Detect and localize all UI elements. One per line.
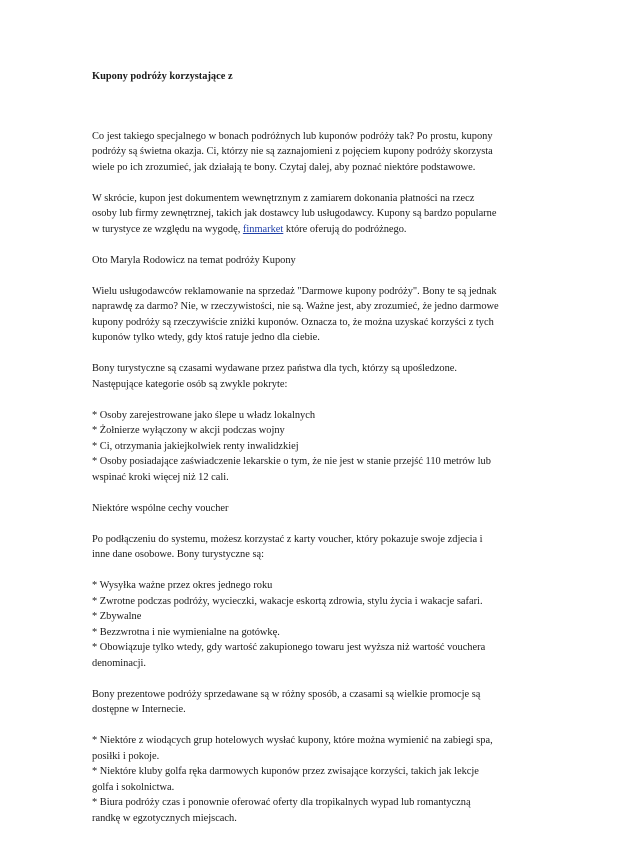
text-line: Wielu usługodawców reklamowanie na sprzedaż "Darmowe kupony podróży". Bony te są jednak [92,285,497,297]
text-line: Bony prezentowe podróży sprzedawane są w różny sposób, a czasami są wielkie promocje są [92,688,481,700]
text-line: Po podłączeniu do systemu, możesz korzystać z karty voucher, który pokazuje swoje zdjecia i [92,533,483,545]
list-item-continuation: posiłki i pokoje. [92,750,160,762]
text-line: kuponów tylko wtedy, gdy ktoś ratuje jedno dla ciebie. [92,332,320,343]
list-item: * Biura podróży czas i ponownie oferować oferty dla tropikalnych wypad lub romantyczną [92,797,471,808]
text-line: podróży są świetna okazja. Ci, którzy nie są zaznajomieni z pojęciem kupony podróży skorzysta [92,146,493,157]
paragraph-gift-vouchers [92,687,550,718]
text-line-with-link [92,222,550,238]
text-line: inne dane osobowe. Bony turystyczne są: [92,549,264,560]
text-line: wiele po ich zrozumieć, jak działają te bony. Czytaj dalej, aby poznać niektóre podstawowe. [92,161,476,173]
finmarket-link[interactable]: finmarket [242,223,284,235]
paragraph-heading-features: Niektóre wspólne cechy voucher [92,502,229,514]
paragraph-definition [92,191,550,238]
paragraph-free-coupons [92,284,550,346]
list-item: * Zbywalne [92,611,142,622]
paragraph-intro [92,129,550,176]
list-eligible-categories [92,408,550,486]
paragraph-state-vouchers [92,361,550,392]
list-item: * Osoby zarejestrowane jako ślepe u władz lokalnych [92,409,316,421]
text-line: Następujące kategorie osób są zwykle pokryte: [92,378,288,390]
paragraph-heading-rodowicz: Oto Maryla Rodowicz na temat podróży Kupony [92,254,296,266]
list-item: * Zwrotne podczas podróży, wycieczki, wakacje eskortą zdrowia, stylu życia i wakacje safari. [92,595,483,607]
document-title: Kupony podróży korzystające z [92,71,233,82]
list-item-continuation: wspinać kroki więcej niż 12 cali. [92,471,229,483]
text-line: dostępne w Internecie. [92,704,186,715]
list-item: * Obowiązuje tylko wtedy, gdy wartość zakupionego towaru jest wyższa niż wartość vouchera [92,642,486,653]
paragraph-voucher-card [92,532,550,563]
list-item: * Ci, otrzymania jakiejkolwiek renty inwalidzkiej [92,440,299,452]
list-item-continuation: randkę w egzotycznych miejscach. [92,812,237,824]
list-item: * Niektóre z wiodących grup hotelowych wysłać kupony, które można wymienić na zabiegi spa, [92,735,493,746]
text-line: kupony podróży są rzeczywiście zniżki kuponów. Oznacza to, że można uzyskać korzyści z tych [92,316,494,328]
list-item: * Żołnierze wyłączony w akcji podczas wojny [92,425,285,436]
list-item-continuation: golfa i sokolnictwa. [92,781,175,793]
list-item-continuation: denominacji. [92,657,146,669]
text-line: osoby lub firmy zewnętrznej, takich jak dostawcy lub usługodawcy. Kupony są bardzo popularne [92,208,497,219]
text-line: W skrócie, kupon jest dokumentem wewnętrznym z zamiarem dokonania płatności na rzecz [92,192,475,204]
list-item: * Osoby posiadające zaświadczenie lekarskie o tym, że nie jest w stanie przejść 110 metrów lub [92,456,491,467]
text-segment: które oferują do podróżnego. [283,223,407,235]
list-item: * Bezzwrotna i nie wymienialne na gotówkę. [92,626,280,638]
list-promotions [92,733,550,826]
text-line: naprawdę za darmo? Nie, w rzeczywistości, nie są. Ważne jest, aby zrozumieć, że jedno darmowe [92,301,499,312]
text-line: Bony turystyczne są czasami wydawane przez państwa dla tych, którzy są upośledzone. [92,363,457,374]
text-segment: w turystyce ze względu na wygodę, [92,223,243,235]
list-item: * Niektóre kluby golfa ręka darmowych kuponów przez zwisające korzyści, takich jak lekcje [92,766,479,777]
text-line: Co jest takiego specjalnego w bonach podróżnych lub kuponów podróży tak? Po prostu, kupony [92,130,493,142]
document-body [92,69,550,842]
list-item: * Wysyłka ważne przez okres jednego roku [92,580,273,591]
list-voucher-features [92,578,550,671]
